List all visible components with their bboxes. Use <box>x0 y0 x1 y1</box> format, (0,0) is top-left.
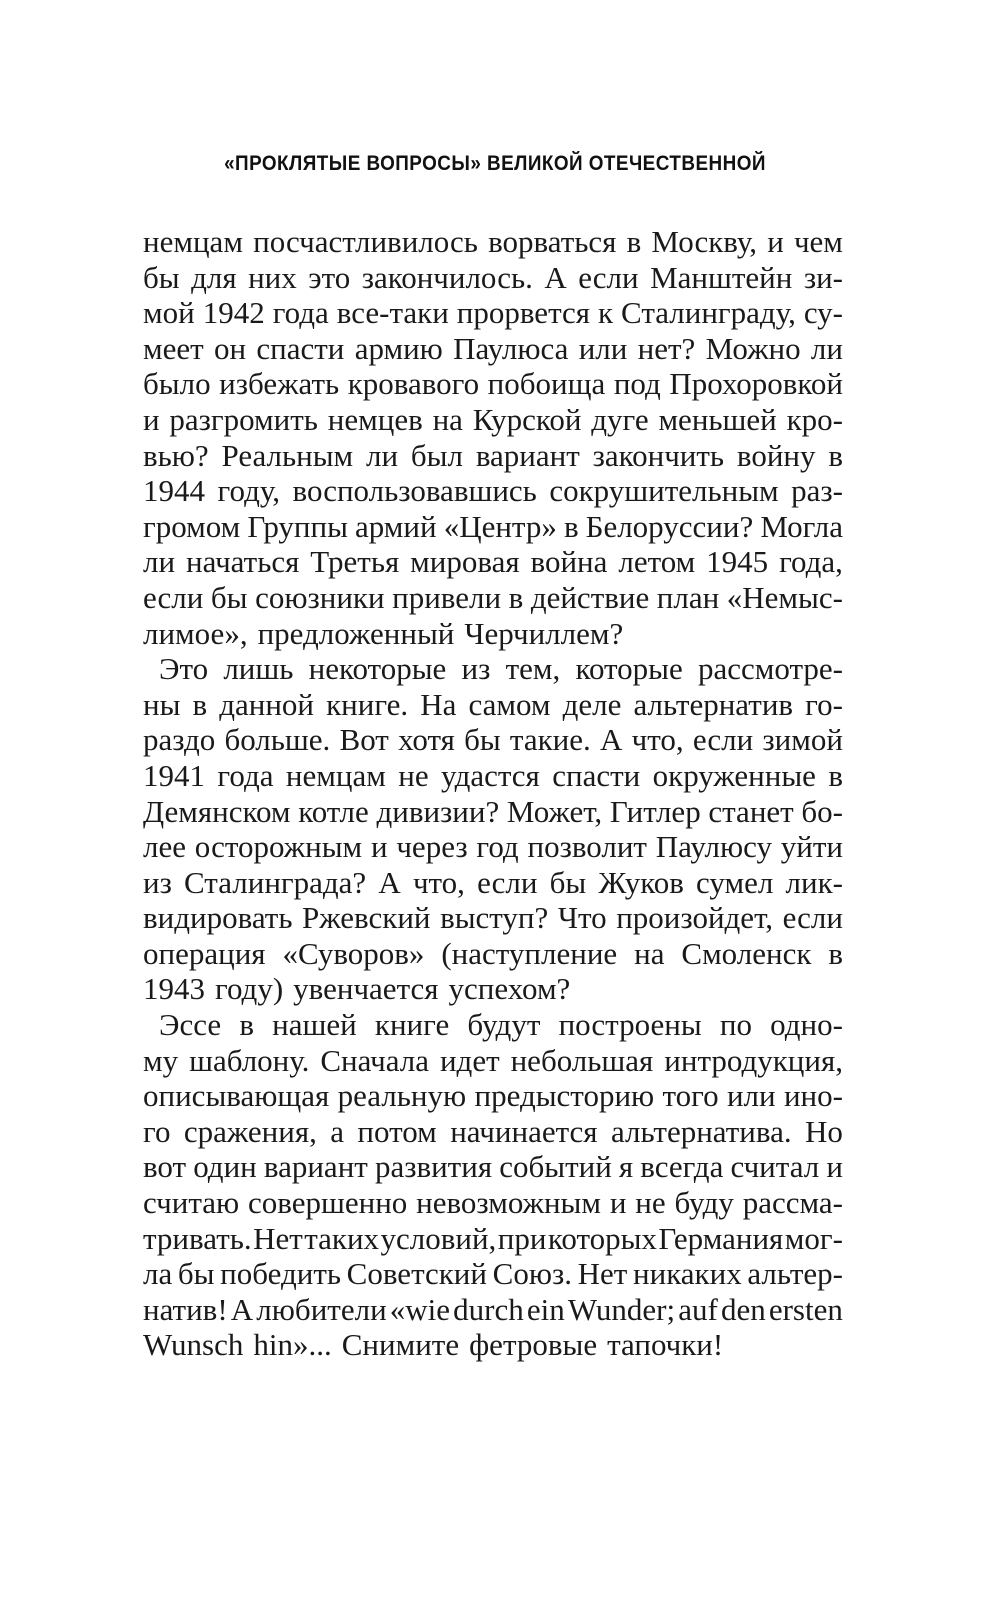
text-line: видировать Ржевский выступ? Что произойдет, если <box>143 900 843 936</box>
body-text <box>143 224 843 1363</box>
text-line: 1943 году) увенчается успехом? <box>143 971 571 1007</box>
text-line: лее осторожным и через год позволит Паулюсу уйти <box>143 829 843 865</box>
text-line: лимое», предложенный Черчиллем? <box>143 615 624 651</box>
text-line: вью? Реальным ли был вариант закончить войну в <box>143 437 843 473</box>
text-line: громом Группы армий «Центр» в Белоруссии? Могла <box>143 508 843 544</box>
text-line: 1941 года немцам не удастся спасти окруженные в <box>143 757 843 793</box>
text-line: считаю совершенно невозможным и не буду рассма- <box>143 1185 843 1221</box>
text-line: натив! А любители «wie durch ein Wunder; auf den ersten <box>143 1291 843 1327</box>
text-line: 1944 году, воспользовавшись сокрушительным раз- <box>143 473 843 509</box>
text-line: ла бы победить Советский Союз. Нет никаких альтер- <box>143 1256 843 1292</box>
text-line: было избежать кровавого побоища под Прохоровкой <box>143 366 843 402</box>
text-line: операция «Суворов» (наступление на Смоленск в <box>143 935 843 971</box>
text-line: меет он спасти армию Паулюса или нет? Можно ли <box>143 330 843 366</box>
text-line: немцам посчастливилось ворваться в Москву, и чем <box>143 224 843 259</box>
text-line: Эссе в нашей книге будут построены по одно- <box>159 1007 843 1043</box>
text-line: вот один вариант развития событий я всегда считал и <box>143 1149 843 1185</box>
text-line: бы для них это закончилось. А если Манштейн зи- <box>143 259 843 295</box>
text-line: описывающая реальную предысторию того или ино- <box>143 1078 843 1114</box>
text-line: Демянском котле дивизии? Может, Гитлер станет бо- <box>143 793 843 829</box>
text-line: ны в данной книге. На самом деле альтернатив го- <box>143 686 843 722</box>
text-line: мой 1942 года все-таки прорвется к Сталинграду, су- <box>143 295 843 331</box>
text-line: го сражения, а потом начинается альтернатива. Но <box>143 1113 843 1149</box>
running-head: «ПРОКЛЯТЫЕ ВОПРОСЫ» ВЕЛИКОЙ ОТЕЧЕСТВЕННОЙ <box>224 152 766 175</box>
text-line: му шаблону. Сначала идет небольшая интродукция, <box>143 1042 843 1078</box>
text-line: если бы союзники привели в действие план «Немыс- <box>143 579 843 615</box>
text-line: Wunsch hin»... Снимите фетровые тапочки! <box>143 1327 724 1363</box>
text-line: Это лишь некоторые из тем, которые рассмотре- <box>159 651 843 687</box>
text-line: раздо больше. Вот хотя бы такие. А что, если зимой <box>143 722 843 758</box>
text-line: из Сталинграда? А что, если бы Жуков сумел лик- <box>143 864 843 900</box>
text-line: тривать. Нет таких условий, при которых Германия мог- <box>143 1220 843 1256</box>
text-line: ли начаться Третья мировая война летом 1945 года, <box>143 544 843 580</box>
text-line: и разгромить немцев на Курской дуге меньшей кро- <box>143 401 843 437</box>
